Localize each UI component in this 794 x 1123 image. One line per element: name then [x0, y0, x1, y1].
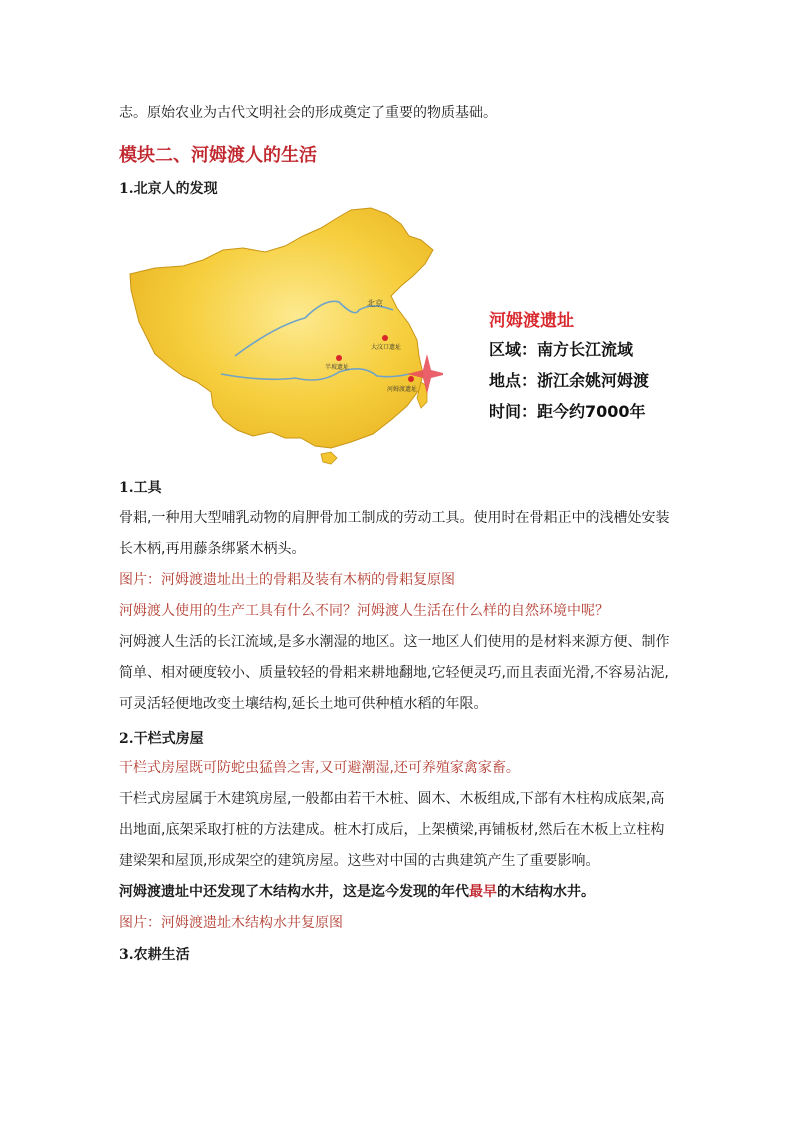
info-time: 时间：距今约7000年 [489, 402, 646, 421]
dawenkou-label: 大汶口遗址 [371, 344, 402, 351]
section-title-house: 2.干栏式房屋 [119, 731, 204, 747]
hemudu-label: 河姆渡遗址 [387, 386, 418, 393]
well-statement-highlight: 最早 [469, 884, 497, 900]
tools-answer-line: 河姆渡人生活的长江流域,是多水潮湿的地区。这一地区人们使用的是材料来源方便、制作 [119, 634, 670, 650]
hemudu-site-marker [408, 376, 414, 382]
module-heading: 模块二、河姆渡人的生活 [119, 145, 317, 166]
house-paragraph-line: 出地面,底架采取打桩的方法建成。桩木打成后，上架横梁,再铺板材,然后在木板上立柱构 [119, 822, 665, 838]
well-statement-start: 河姆渡遗址中还发现了木结构水井，这是迄今发现的年代 [119, 884, 469, 900]
house-paragraph-line: 建梁架和屋顶,形成架空的建筑房屋。这些对中国的古典建筑产生了重要影响。 [119, 853, 600, 869]
house-highlight-line: 干栏式房屋既可防蛇虫猛兽之害,又可避潮湿,还可养殖家禽家畜。 [119, 760, 520, 776]
china-landmass [130, 208, 433, 448]
beijing-label: 北京 [367, 299, 383, 308]
china-map [125, 206, 443, 468]
tools-answer-line: 可灵活轻便地改变土壤结构,延长土地可供种植水稻的年限。 [119, 696, 488, 712]
section-title-farming: 3.农耕生活 [119, 947, 190, 963]
section-title-tools: 1.工具 [119, 480, 162, 496]
well-statement-end: 的木结构水井。 [497, 884, 595, 900]
info-location: 地点：浙江余姚河姆渡 [489, 371, 650, 390]
intro-line: 志。原始农业为古代文明社会的形成奠定了重要的物质基础。 [119, 105, 497, 121]
house-paragraph-line: 干栏式房屋属于木建筑房屋,一般都由若干木桩、圆木、木板组成,下部有木柱构成底架,高 [119, 791, 665, 807]
info-title: 河姆渡遗址 [489, 311, 574, 331]
dawenkou-site-marker [382, 335, 388, 341]
banpo-label: 半坡遗址 [325, 364, 350, 371]
tools-question: 河姆渡人使用的生产工具有什么不同？河姆渡人生活在什么样的自然环境中呢？ [119, 603, 609, 619]
house-well-statement [119, 882, 595, 902]
tools-paragraph-line: 骨耜,一种用大型哺乳动物的肩胛骨加工制成的劳动工具。使用时在骨耜正中的浅槽处安装 [119, 510, 670, 526]
hainan-island [321, 452, 337, 464]
tools-picture-caption: 图片：河姆渡遗址出土的骨耜及装有木柄的骨耜复原图 [119, 572, 455, 588]
house-picture-caption: 图片：河姆渡遗址木结构水井复原图 [119, 915, 343, 931]
section-title-beijing-man: 1.北京人的发现 [119, 181, 218, 197]
tools-answer-line: 简单、相对硬度较小、质量较轻的骨耜来耕地翻地,它轻便灵巧,而且表面光滑,不容易沾泥, [119, 665, 669, 681]
info-region: 区域：南方长江流域 [489, 340, 634, 359]
banpo-site-marker [336, 355, 342, 361]
tools-paragraph-line: 长木柄,再用藤条绑紧木柄头。 [119, 541, 306, 557]
